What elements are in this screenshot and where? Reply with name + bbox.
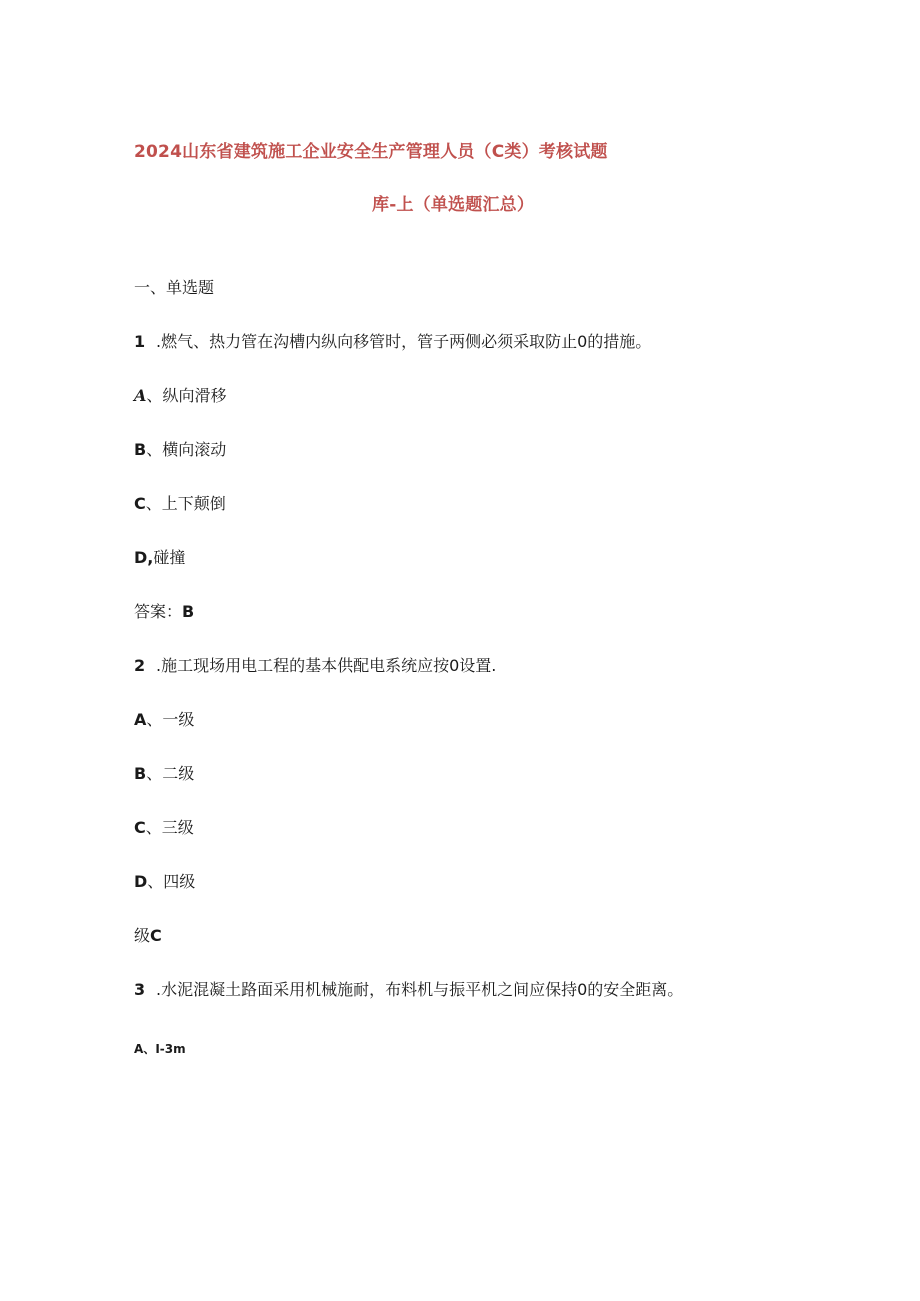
option-text: 四级 [163, 872, 196, 891]
question-number: 2 [134, 656, 146, 675]
document-title-line-1: 2024山东省建筑施工企业安全生产管理人员（C类）考核试题 [134, 142, 608, 162]
question-2-answer [134, 923, 162, 946]
question-1-option-d [134, 545, 185, 568]
option-letter: D [134, 872, 148, 891]
document-title-line-2: 库-上（单选题汇总） [372, 195, 535, 215]
option-letter: B [134, 764, 147, 783]
question-1-answer [134, 599, 194, 622]
question-1-option-a [134, 383, 226, 406]
option-separator: 、 [146, 440, 163, 459]
question-3-option-a [134, 1040, 186, 1057]
option-text: 碰撞 [153, 548, 186, 567]
answer-label: 答案： [134, 602, 183, 621]
question-3 [134, 977, 683, 1000]
question-2-option-b [134, 761, 194, 784]
answer-value: B [182, 602, 195, 621]
option-text: I-3m [155, 1042, 186, 1056]
answer-label: 级 [134, 926, 151, 945]
option-letter: D [134, 548, 148, 567]
option-text: 横向滚动 [162, 440, 227, 459]
option-letter: A [134, 386, 147, 405]
option-separator: 、 [147, 872, 164, 891]
option-letter: B [134, 440, 147, 459]
option-letter: C [134, 494, 146, 513]
question-text: .施工现场用电工程的基本供配电系统应按0设置. [156, 656, 497, 675]
question-1 [134, 329, 651, 352]
option-text: 上下颠倒 [161, 494, 226, 513]
option-separator: 、 [146, 710, 163, 729]
question-2-option-d [134, 869, 195, 892]
question-1-option-b [134, 437, 226, 460]
question-2 [134, 653, 496, 676]
section-heading: 一、单选题 [134, 278, 215, 297]
option-text: 一级 [162, 710, 195, 729]
answer-value: C [150, 926, 162, 945]
option-separator: , [147, 548, 154, 567]
option-text: 二级 [162, 764, 195, 783]
option-separator: 、 [146, 764, 163, 783]
option-letter: A [134, 1042, 144, 1056]
question-text: .燃气、热力管在沟槽内纵向移管时，管子两侧必须采取防止0的措施。 [156, 332, 652, 351]
question-2-option-c [134, 815, 194, 838]
option-separator: 、 [145, 818, 162, 837]
question-number: 1 [134, 332, 146, 351]
question-text: .水泥混凝土路面采用机械施耐，布料机与振平机之间应保持0的安全距离。 [156, 980, 684, 999]
question-number: 3 [134, 980, 146, 999]
option-letter: A [134, 710, 147, 729]
question-2-option-a [134, 707, 194, 730]
option-separator: 、 [146, 386, 163, 405]
question-1-option-c [134, 491, 226, 514]
option-separator: 、 [145, 494, 162, 513]
option-text: 纵向滑移 [162, 386, 227, 405]
option-separator: 、 [143, 1042, 156, 1056]
option-text: 三级 [161, 818, 194, 837]
option-letter: C [134, 818, 146, 837]
